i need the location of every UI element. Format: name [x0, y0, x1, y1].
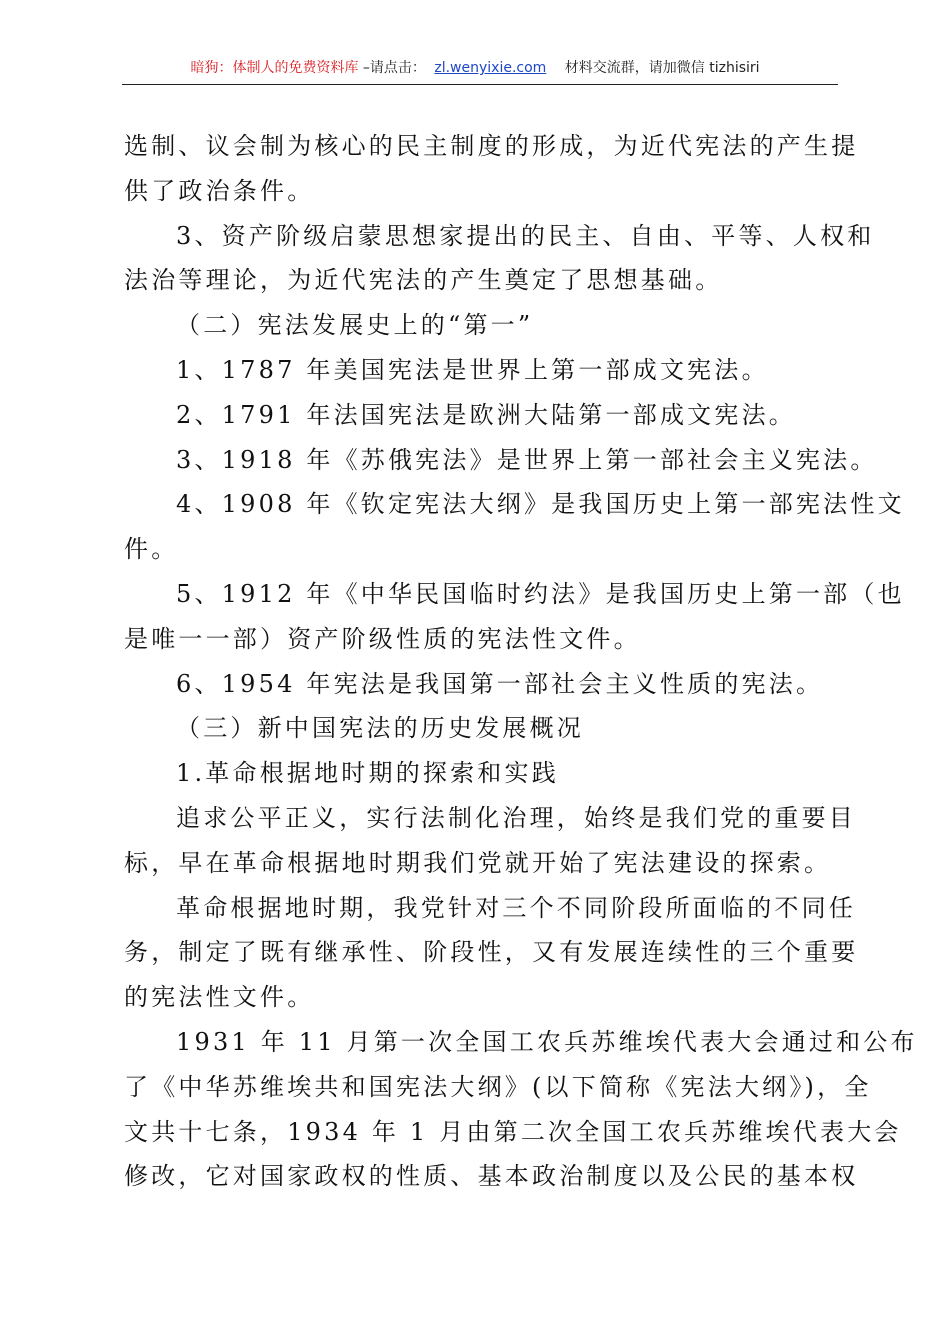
header-divider: [122, 84, 838, 85]
section-heading: （二）宪法发展史上的“第一”: [176, 311, 534, 340]
text-line: 修改，它对国家政权的性质、基本政治制度以及公民的基本权: [124, 1162, 859, 1191]
list-item: 6、1954 年宪法是我国第一部社会主义性质的宪法。: [176, 669, 824, 698]
text-line: 了《中华苏维埃共和国宪法大纲》(以下简称《宪法大纲》)，全: [124, 1072, 872, 1101]
document-body: [124, 124, 918, 1199]
text-line: 法治等理论，为近代宪法的产生奠定了思想基础。: [124, 266, 723, 295]
text-line: 供了政治条件。: [124, 176, 315, 205]
subsection-heading: 1.革命根据地时期的探索和实践: [176, 759, 559, 788]
text-line: 是唯一一部）资产阶级性质的宪法性文件。: [124, 624, 641, 653]
text-line: 1931 年 11 月第一次全国工农兵苏维埃代表大会通过和公布: [176, 1027, 918, 1056]
list-item: 1、1787 年美国宪法是世界上第一部成文宪法。: [176, 355, 769, 384]
text-line: 标，早在革命根据地时期我们党就开始了宪法建设的探索。: [124, 848, 832, 877]
text-line: 务，制定了既有继承性、阶段性，又有发展连续性的三个重要: [124, 938, 859, 967]
text-line: 3、资产阶级启蒙思想家提出的民主、自由、平等、人权和: [176, 221, 875, 250]
section-heading: （三）新中国宪法的历史发展概况: [176, 714, 584, 743]
header-prompt: –请点击：: [362, 60, 426, 76]
text-line: 追求公平正义，实行法制化治理，始终是我们党的重要目: [176, 803, 856, 832]
text-line: 选制、议会制为核心的民主制度的形成，为近代宪法的产生提: [124, 132, 859, 160]
header-brand: 暗狗：体制人的免费资料库: [190, 60, 359, 76]
page-header: [0, 57, 950, 77]
header-contact: 材料交流群，请加微信 tizhisiri: [564, 60, 760, 76]
list-item: 3、1918 年《苏俄宪法》是世界上第一部社会主义宪法。: [176, 445, 878, 474]
list-item: 5、1912 年《中华民国临时约法》是我国历史上第一部（也: [176, 579, 905, 608]
text-line: 文共十七条，1934 年 1 月由第二次全国工农兵苏维埃代表大会: [124, 1117, 902, 1146]
list-item: 4、1908 年《钦定宪法大纲》是我国历史上第一部宪法性文: [176, 490, 905, 519]
text-line: 件。: [124, 535, 179, 564]
text-line: 革命根据地时期，我党针对三个不同阶段所面临的不同任: [176, 893, 856, 922]
list-item: 2、1791 年法国宪法是欧洲大陆第一部成文宪法。: [176, 400, 796, 429]
header-link[interactable]: zl.wenyixie.com: [434, 60, 547, 76]
text-line: 的宪法性文件。: [124, 983, 315, 1012]
